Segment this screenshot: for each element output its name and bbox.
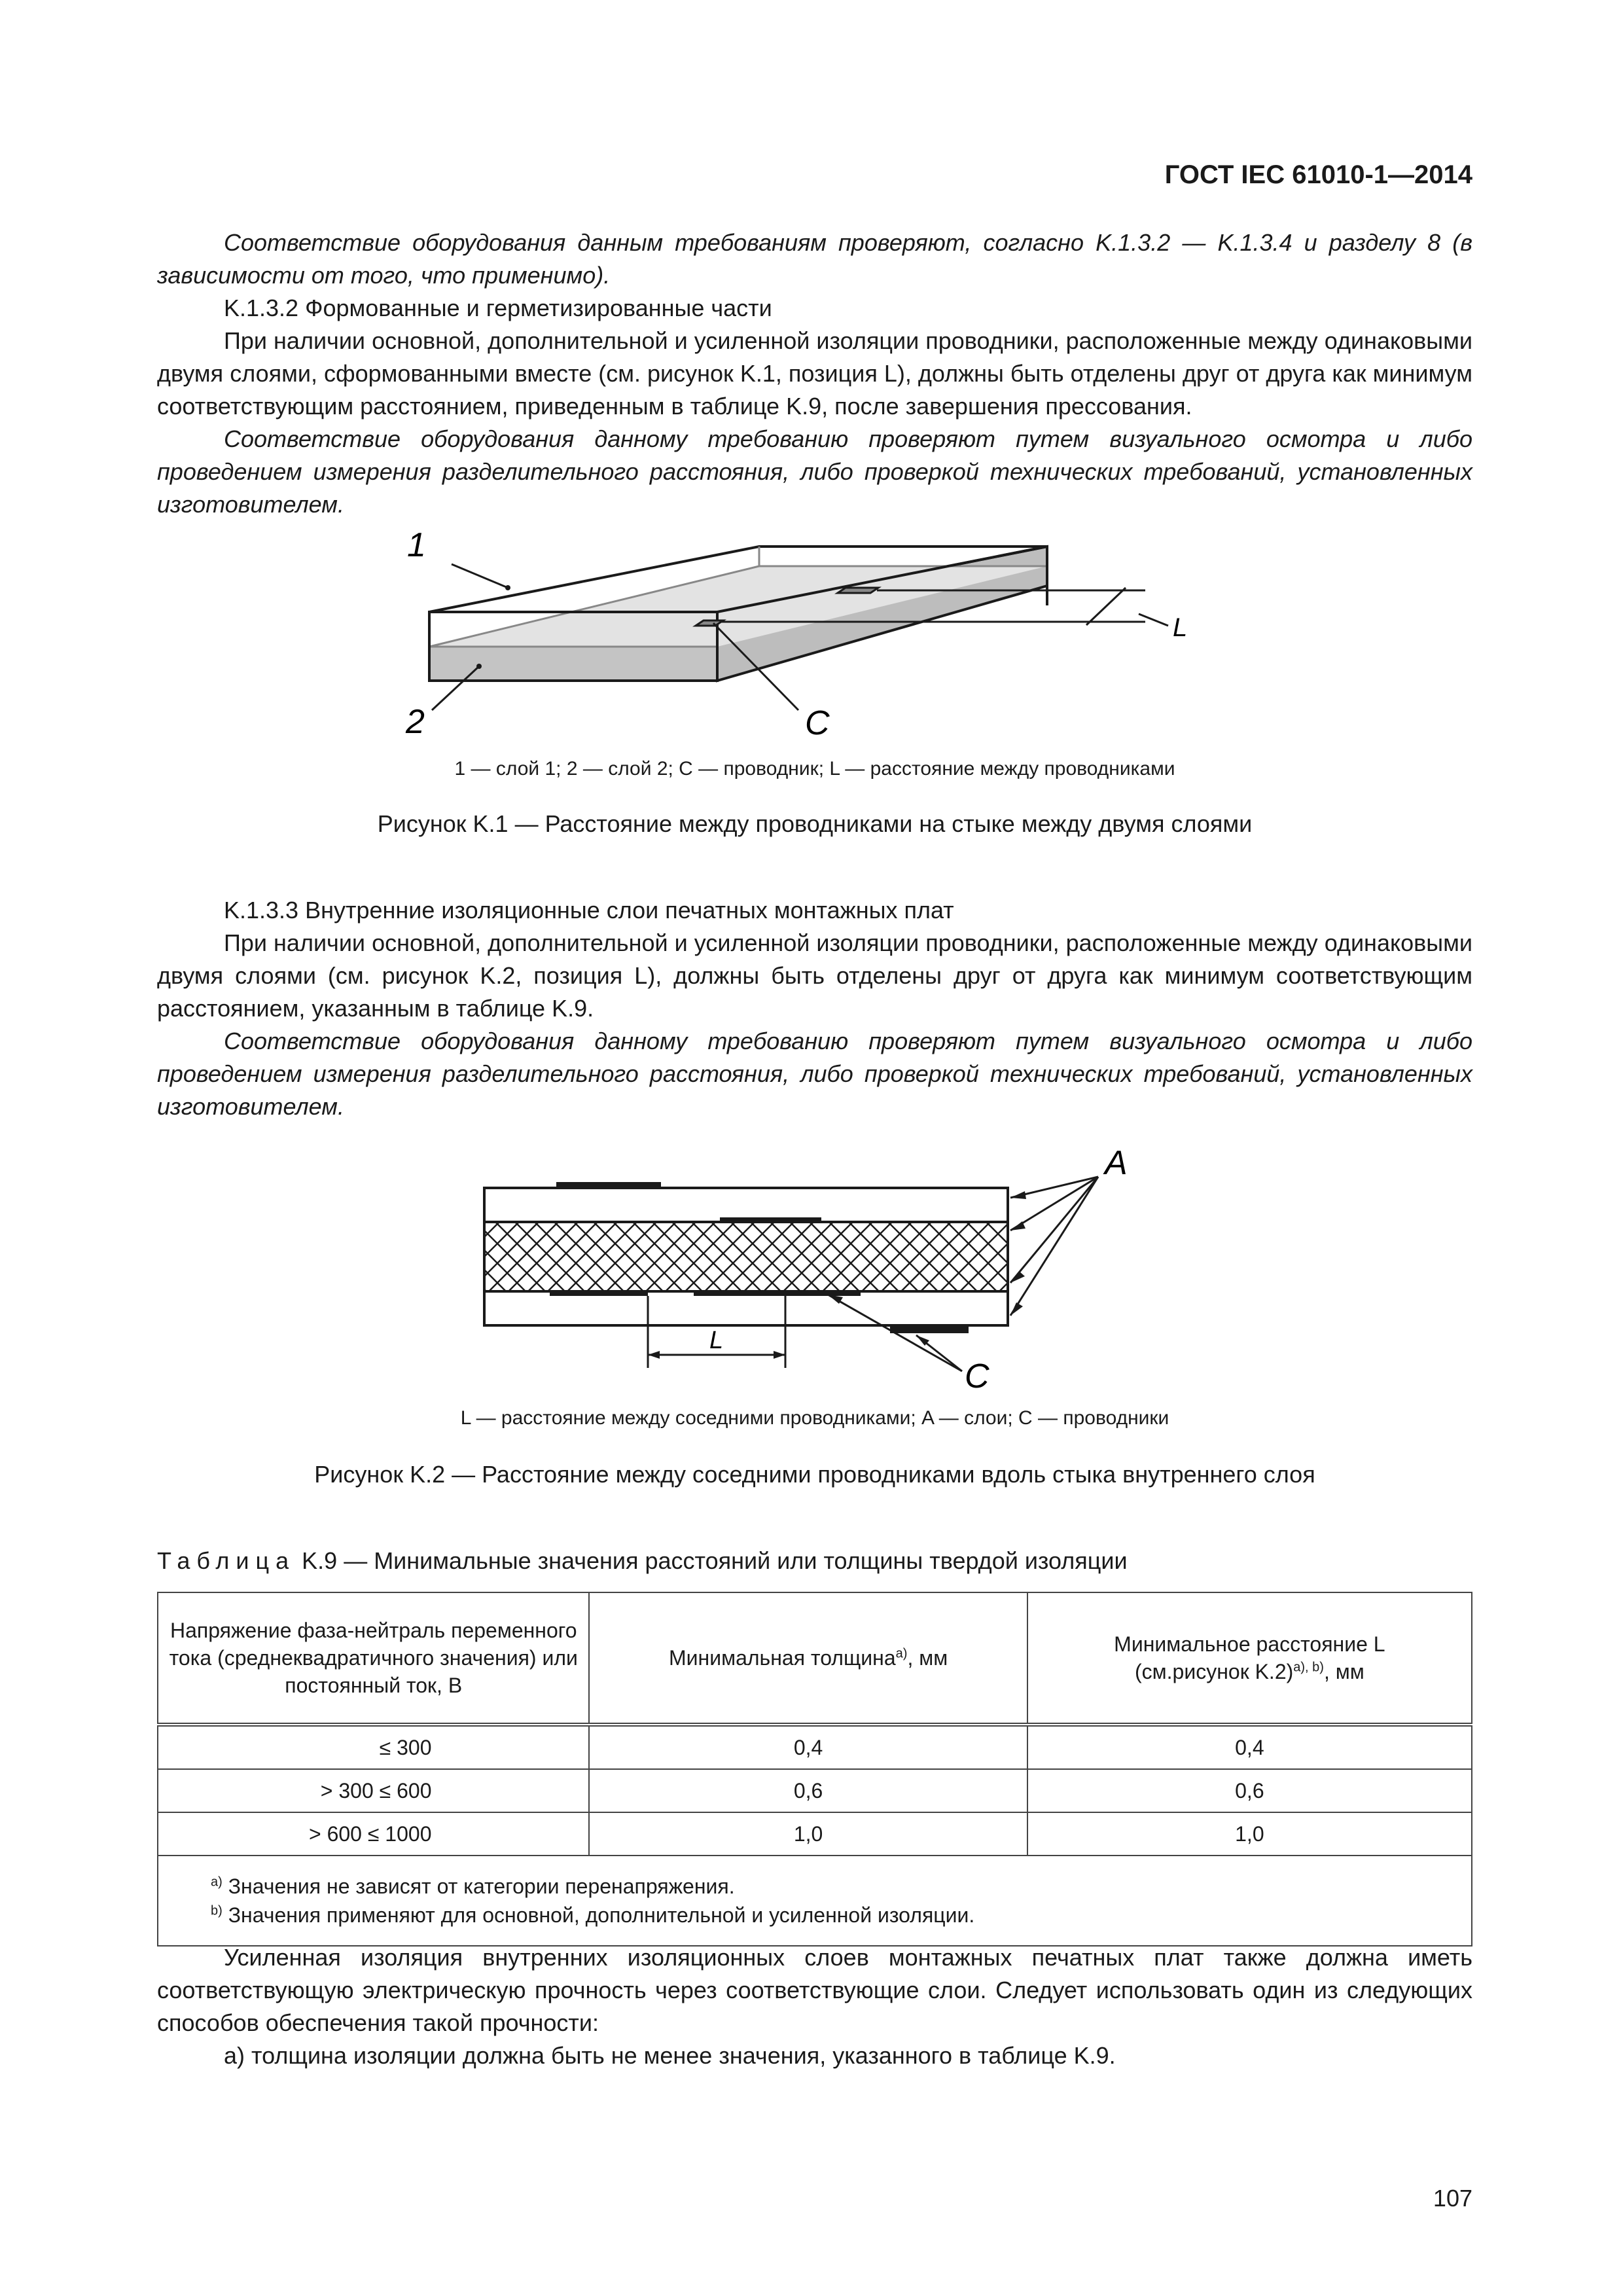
table-header-distance [1027, 1592, 1472, 1725]
table-notes-row [158, 1856, 1472, 1946]
table-k9 [157, 1592, 1472, 1946]
table-k9-title [157, 1545, 1472, 1577]
table-k9-title-rest: K.9 — Минимальные значения расстояний или толщины твердой изоляции [295, 1547, 1128, 1574]
section-k133-title: K.1.3.3 Внутренние изоляционные слои печатных монтажных плат [224, 897, 954, 924]
section-k132-title: K.1.3.2 Формованные и герметизированные части [224, 295, 772, 321]
paragraph-k132-body: При наличии основной, дополнительной и усиленной изоляции проводники, расположенные между одинаковыми двумя слоями, сформованными вместе (см. рисунок K.1, позиция L), должны быть отделены друг от друга как минимум соответствующим расстоянием, приведенным в таблице K.9, после завершения прессования. [157, 327, 1472, 420]
table-header-thickness [589, 1592, 1027, 1725]
table-note-a [211, 1872, 1419, 1901]
figure-k1-conductor [838, 588, 878, 593]
footnote-mark: b) [211, 1903, 223, 1918]
figure-k1-label-c: C [805, 704, 830, 742]
figure-k2-conductor [720, 1217, 821, 1223]
paragraph-reinforced-insulation: Усиленная изоляция внутренних изоляционных слоев монтажных печатных плат также должна иметь соответствующую электрическую прочность через соответствующие слои. Следует использовать один из следующих способов обеспечения такой прочности: [157, 1944, 1472, 2036]
table-cell-thickness: 1,0 [589, 1812, 1027, 1856]
table-header-row [158, 1592, 1472, 1725]
footnote-ref: a) [895, 1646, 908, 1661]
table-header-distance-unit: , мм [1323, 1660, 1364, 1683]
table-cell-distance: 1,0 [1027, 1812, 1472, 1856]
figure-k2-label-l: L [709, 1327, 724, 1354]
figure-k1-caption: Рисунок K.1 — Расстояние между проводниками на стыке между двумя слоями [377, 810, 1253, 837]
table-cell-voltage: > 300 ≤ 600 [158, 1769, 589, 1812]
figure-k2-conductor [556, 1182, 661, 1188]
figure-k1-label-l: L [1173, 613, 1188, 642]
figure-k2-bottom-layer [484, 1291, 1008, 1325]
document-header: ГОСТ IEC 61010-1—2014 [1164, 160, 1472, 189]
figure-k1-legend: 1 — слой 1; 2 — слой 2; C — проводник; L — расстояние между проводниками [454, 758, 1175, 780]
figure-k1-label-2: 2 [406, 703, 425, 741]
figure-k2-drawing [458, 1126, 1165, 1394]
table-note-a-text: Значения не зависят от категории перенапряжения. [228, 1874, 735, 1898]
figure-k2-conductor [550, 1290, 648, 1296]
footnote-ref: a), b) [1293, 1660, 1324, 1675]
table-cell-voltage: > 600 ≤ 1000 [158, 1812, 589, 1856]
table-row [158, 1812, 1472, 1856]
footnote-mark: a) [211, 1874, 223, 1890]
figure-k2-inner-layer [484, 1222, 1008, 1291]
table-cell-distance: 0,6 [1027, 1769, 1472, 1812]
table-k9-title-word: Таблица [157, 1547, 296, 1574]
table-cell-thickness: 0,4 [589, 1725, 1027, 1769]
table-note-b-text: Значения применяют для основной, дополнительной и усиленной изоляции. [228, 1903, 975, 1927]
figure-k2-label-a: A [1105, 1144, 1128, 1182]
table-header-distance-line2: (см.рисунок K.2) [1135, 1660, 1294, 1683]
table-header-thickness-unit: , мм [907, 1646, 948, 1670]
list-item-a: а) толщина изоляции должна быть не менее значения, указанного в таблице K.9. [224, 2042, 1116, 2069]
figure-k2-top-layer [484, 1188, 1008, 1222]
table-header-voltage: Напряжение фаза-нейтраль переменного тока (среднеквадратичного значения) или постоянный ток, В [158, 1592, 589, 1725]
table-notes [158, 1856, 1472, 1946]
table-header-distance-line1: Минимальное расстояние L [1114, 1632, 1385, 1656]
figure-k1-label-1: 1 [407, 526, 426, 564]
table-cell-voltage: ≤ 300 [158, 1725, 589, 1769]
table-note-b [211, 1901, 1419, 1929]
figure-k2-conductor [694, 1290, 861, 1296]
table-header-thickness-label: Минимальная толщина [669, 1646, 896, 1670]
table-cell-distance: 0,4 [1027, 1725, 1472, 1769]
figure-k1-drawing [366, 511, 1296, 759]
figure-k2-caption: Рисунок K.2 — Расстояние между соседними проводниками вдоль стыка внутреннего слоя [314, 1461, 1315, 1488]
figure-k2-label-c: C [965, 1357, 990, 1394]
paragraph-compliance-2: Соответствие оборудования данному требованию проверяют путем визуального осмотра и либо проведением измерения разделительного расстояния, либо проверкой технических требований, установленных изготовителем. [157, 425, 1472, 518]
paragraph-compliance-1: Соответствие оборудования данным требованиям проверяют, согласно K.1.3.2 — K.1.3.4 и разделу 8 (в зависимости от того, что применимо). [157, 229, 1472, 289]
figure-k1-layer-2-front [429, 647, 717, 681]
table-row [158, 1769, 1472, 1812]
table-row [158, 1725, 1472, 1769]
figure-k2-legend: L — расстояние между соседними проводниками; A — слои; C — проводники [460, 1407, 1169, 1429]
paragraph-k133-body: При наличии основной, дополнительной и усиленной изоляции проводники, расположенные между одинаковыми двумя слоями (см. рисунок K.2, позиция L), должны быть отделены друг от друга как минимум соответствующим расстоянием, указанным в таблице K.9. [157, 929, 1472, 1022]
page-number: 107 [1433, 2185, 1472, 2212]
paragraph-compliance-3: Соответствие оборудования данному требованию проверяют путем визуального осмотра и либо проведением измерения разделительного расстояния, либо проверкой технических требований, установленных изготовителем. [157, 1028, 1472, 1120]
figure-k2-conductor [890, 1325, 969, 1333]
table-cell-thickness: 0,6 [589, 1769, 1027, 1812]
